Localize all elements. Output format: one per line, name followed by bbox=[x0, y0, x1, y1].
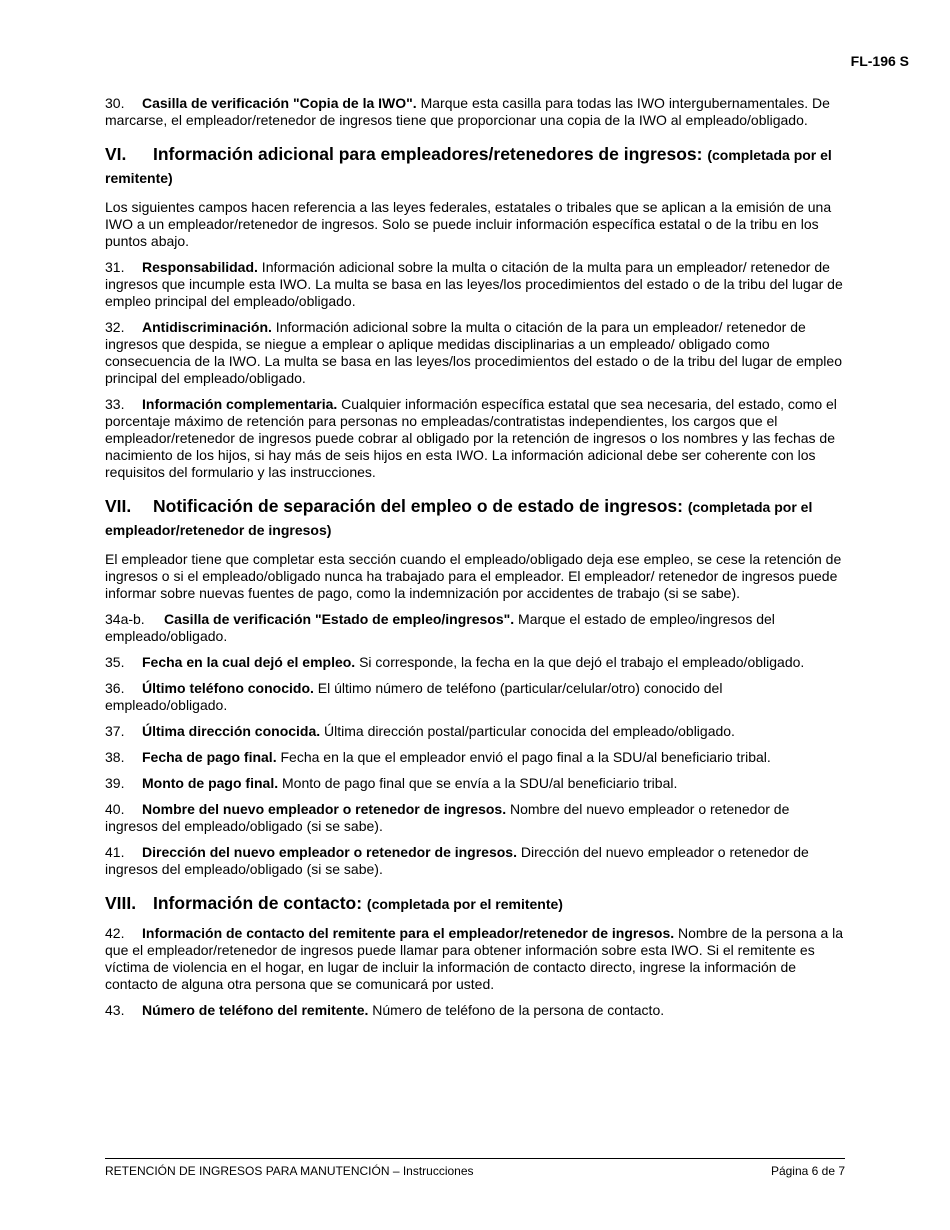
item-number: 37. bbox=[105, 723, 125, 739]
item-text: Nombre del nuevo empleador o retenedor de ingresos del empleado/obligado (si se sabe). bbox=[105, 801, 790, 834]
item-41 bbox=[105, 844, 845, 878]
item-number: 36. bbox=[105, 680, 125, 696]
section-vii-heading bbox=[105, 495, 845, 541]
item-43 bbox=[105, 1002, 845, 1019]
item-31 bbox=[105, 259, 845, 310]
item-32 bbox=[105, 319, 845, 387]
item-text: El último número de teléfono (particular/celular/otro) conocido del empleado/obligado. bbox=[105, 680, 723, 713]
footer-page-number: Página 6 de 7 bbox=[770, 1164, 845, 1178]
section-note: (completada por el empleador/retenedor de ingresos) bbox=[105, 499, 813, 538]
item-text: Dirección del nuevo empleador o retenedor de ingresos del empleado/obligado (si se sabe). bbox=[105, 844, 809, 877]
item-33 bbox=[105, 396, 845, 481]
section-note: (completada por el remitente) bbox=[366, 896, 563, 912]
item-37 bbox=[105, 723, 845, 740]
item-text: Última dirección postal/particular conocida del empleado/obligado. bbox=[320, 723, 735, 739]
item-number: 33. bbox=[105, 396, 125, 412]
item-number: 38. bbox=[105, 749, 125, 765]
item-title: Número de teléfono del remitente. bbox=[142, 1002, 369, 1018]
item-title: Casilla de verificación "Estado de empleo/ingresos". bbox=[164, 611, 515, 627]
item-number: 41. bbox=[105, 844, 125, 860]
item-title: Antidiscriminación. bbox=[142, 319, 272, 335]
section-number: VIII. bbox=[105, 893, 137, 913]
item-title: Responsabilidad. bbox=[142, 259, 258, 275]
section-title: Información adicional para empleadores/retenedores de ingresos: bbox=[153, 144, 708, 164]
section-number: VII. bbox=[105, 496, 132, 516]
item-number: 42. bbox=[105, 925, 125, 941]
section-title: Información de contacto: bbox=[153, 893, 367, 913]
section-vi-heading bbox=[105, 143, 845, 189]
item-title: Última dirección conocida. bbox=[142, 723, 321, 739]
item-42 bbox=[105, 925, 845, 993]
item-40 bbox=[105, 801, 845, 835]
section-viii-heading bbox=[105, 892, 845, 915]
item-text: Si corresponde, la fecha en la que dejó el trabajo el empleado/obligado. bbox=[355, 654, 805, 670]
section-number: VI. bbox=[105, 144, 127, 164]
item-number: 30. bbox=[105, 95, 125, 111]
item-title: Información complementaria. bbox=[142, 396, 338, 412]
item-number: 43. bbox=[105, 1002, 125, 1018]
section-title: Notificación de separación del empleo o de estado de ingresos: bbox=[153, 496, 688, 516]
item-text: Número de teléfono de la persona de contacto. bbox=[368, 1002, 665, 1018]
item-title: Fecha en la cual dejó el empleo. bbox=[142, 654, 356, 670]
item-text: Cualquier información específica estatal que sea necesaria, del estado, como el porcentaje máximo de retención para personas no empleadas/contratistas independientes, los cargos que el empleador/retenedor de ingresos puede cobrar al obligado por la retención de ingresos o los nombres y las fechas de nacimiento de los hijos, si hay más de seis hijos en esta IWO. La información adicional debe ser coherente con los requisitos del formulario y las instrucciones. bbox=[105, 396, 837, 480]
item-text: Marque el estado de empleo/ingresos del empleado/obligado. bbox=[105, 611, 775, 644]
footer-document-title: RETENCIÓN DE INGRESOS PARA MANUTENCIÓN – Instrucciones bbox=[105, 1164, 474, 1178]
item-number: 31. bbox=[105, 259, 125, 275]
item-number: 39. bbox=[105, 775, 125, 791]
item-title: Información de contacto del remitente para el empleador/retenedor de ingresos. bbox=[142, 925, 675, 941]
item-38 bbox=[105, 749, 845, 766]
item-title: Dirección del nuevo empleador o retenedor de ingresos. bbox=[142, 844, 517, 860]
item-36 bbox=[105, 680, 845, 714]
form-code: FL-196 S bbox=[850, 53, 909, 69]
item-number: 32. bbox=[105, 319, 125, 335]
item-title: Casilla de verificación "Copia de la IWO". bbox=[142, 95, 417, 111]
item-39 bbox=[105, 775, 845, 792]
item-text: Fecha en la que el empleador envió el pago final a la SDU/al beneficiario tribal. bbox=[276, 749, 771, 765]
section-vi-intro: Los siguientes campos hacen referencia a las leyes federales, estatales o tribales que se aplican a la emisión de una IWO a un empleador/retenedor de ingresos. Solo se puede incluir información específica estatal o de la tribu en los puntos abajo. bbox=[105, 199, 832, 249]
item-text: Información adicional sobre la multa o citación de la multa para un empleador/ retenedor de ingresos que incumple esta IWO. La multa se basa en las leyes/los procedimientos del estado o de la tribu del lugar de empleo principal del empleado/obligado. bbox=[105, 259, 843, 309]
item-number: 34a-b. bbox=[105, 611, 145, 627]
item-text: Información adicional sobre la multa o citación de la para un empleador/ retenedor de ingresos que despida, se niegue a emplear o aplique medidas disciplinarias a un empleado/ obligado como consecuencia de la IWO. La multa se basa en las leyes/los procedimientos del estado o de la tribu del lugar de empleo principal del empleado/obligado. bbox=[105, 319, 842, 386]
document-body bbox=[105, 95, 845, 1028]
item-title: Último teléfono conocido. bbox=[142, 680, 314, 696]
item-text: Nombre de la persona a la que el empleador/retenedor de ingresos puede llamar para obtener información sobre esta IWO. Si el remitente es víctima de violencia en el hogar, en lugar de incluir la información de contacto directo, ingrese la información de contacto de alguna otra persona que se comunicará por usted. bbox=[105, 925, 844, 992]
page-footer bbox=[105, 1158, 845, 1178]
item-number: 40. bbox=[105, 801, 125, 817]
item-title: Fecha de pago final. bbox=[142, 749, 277, 765]
item-title: Nombre del nuevo empleador o retenedor de ingresos. bbox=[142, 801, 507, 817]
item-34a-b bbox=[105, 611, 845, 645]
section-vii-intro: El empleador tiene que completar esta sección cuando el empleado/obligado deja ese empleo, se cese la retención de ingresos o si el empleado/obligado nunca ha trabajado para el empleador. El empleador/ retenedor de ingresos puede informar sobre nuevas fuentes de pago, como la indemnización por accidentes de trabajo (si se sabe). bbox=[105, 551, 842, 601]
item-text: Monto de pago final que se envía a la SDU/al beneficiario tribal. bbox=[278, 775, 678, 791]
item-35 bbox=[105, 654, 845, 671]
item-number: 35. bbox=[105, 654, 125, 670]
item-30 bbox=[105, 95, 845, 129]
item-title: Monto de pago final. bbox=[142, 775, 279, 791]
item-text: Marque esta casilla para todas las IWO intergubernamentales. De marcarse, el empleador/retenedor de ingresos tiene que proporcionar una copia de la IWO al empleado/obligado. bbox=[105, 95, 830, 128]
section-note: (completada por el remitente) bbox=[105, 147, 832, 186]
